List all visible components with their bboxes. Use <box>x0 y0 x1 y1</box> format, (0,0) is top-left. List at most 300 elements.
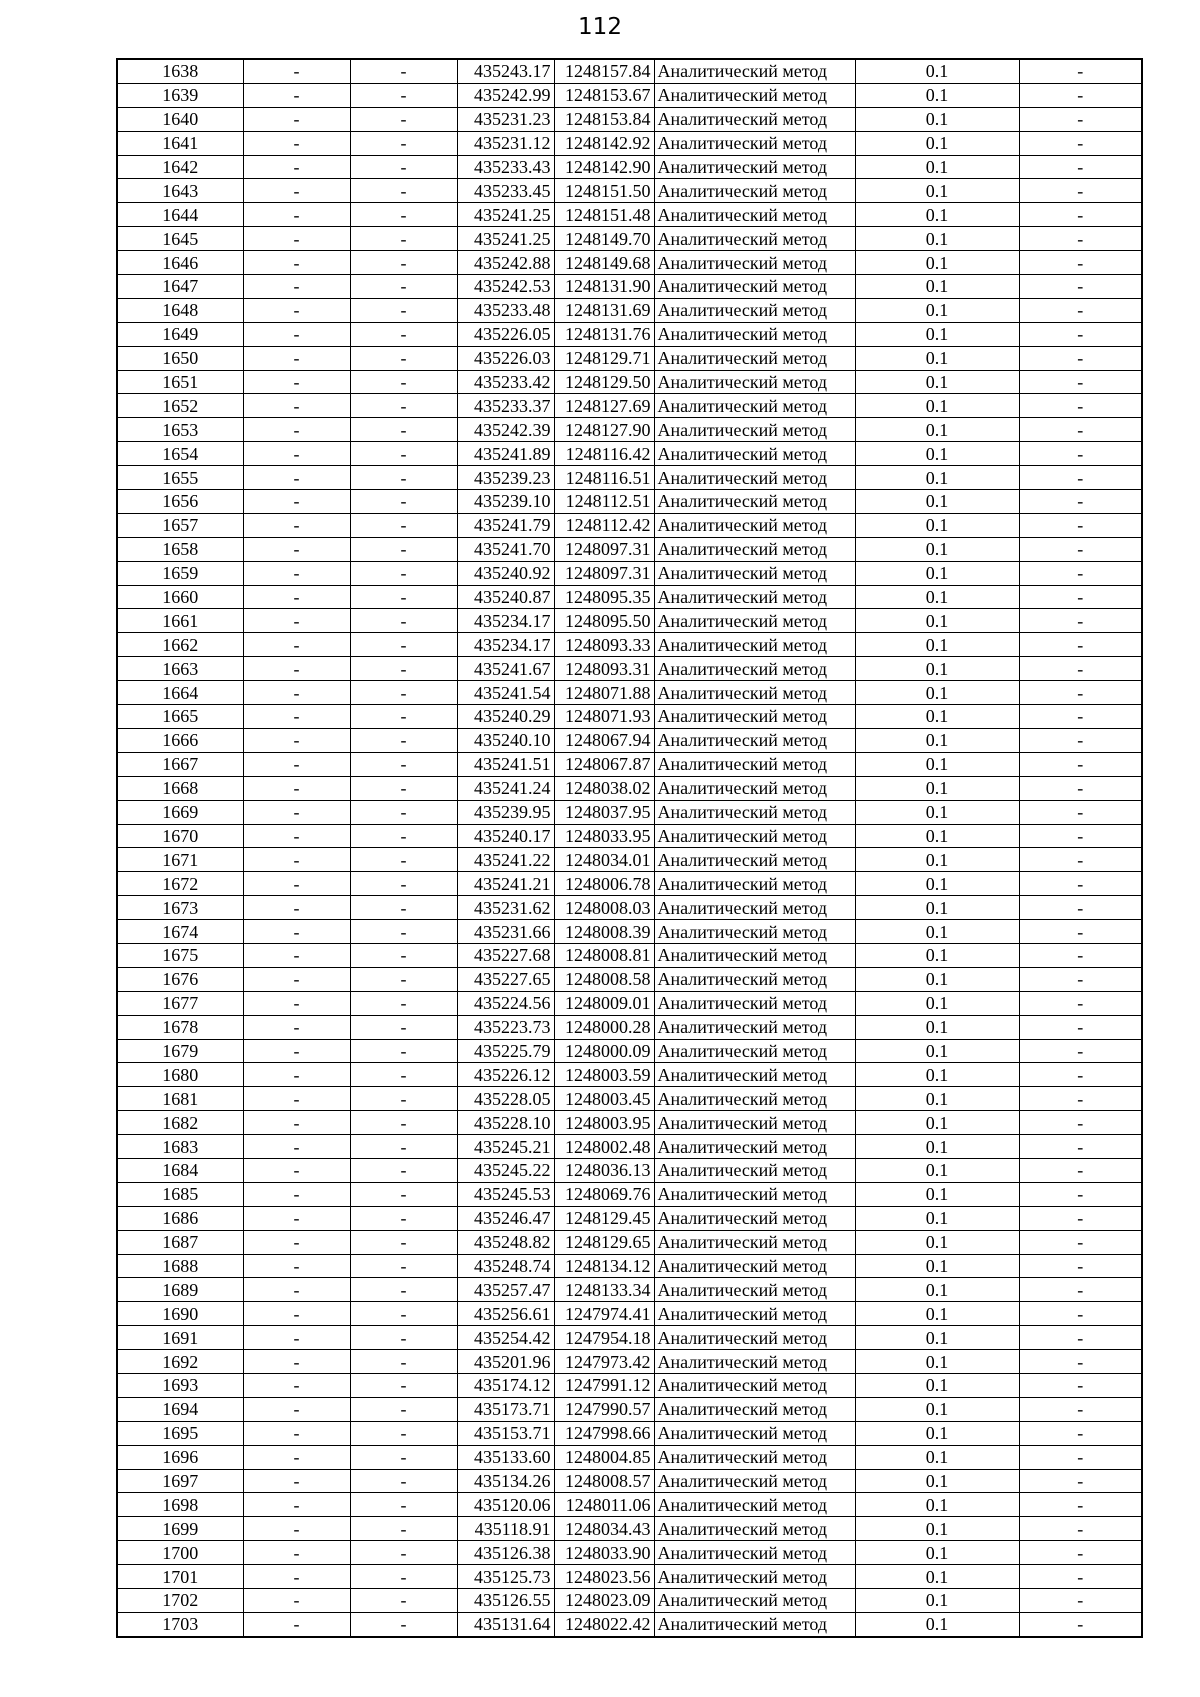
accuracy-cell: 0.1 <box>855 800 1019 824</box>
empty-cell-a: - <box>243 1039 350 1063</box>
x-coordinate-cell: 435245.22 <box>457 1158 554 1182</box>
note-cell: - <box>1019 1421 1142 1445</box>
note-cell: - <box>1019 585 1142 609</box>
table-row <box>117 1135 1142 1159</box>
x-coordinate-cell: 435241.22 <box>457 848 554 872</box>
y-coordinate-cell: 1248067.94 <box>554 728 654 752</box>
point-number-cell: 1645 <box>117 227 243 251</box>
accuracy-cell: 0.1 <box>855 418 1019 442</box>
method-cell: Аналитический метод <box>654 1493 855 1517</box>
method-cell: Аналитический метод <box>654 1254 855 1278</box>
accuracy-cell: 0.1 <box>855 513 1019 537</box>
table-row <box>117 203 1142 227</box>
accuracy-cell: 0.1 <box>855 1350 1019 1374</box>
note-cell: - <box>1019 155 1142 179</box>
accuracy-cell: 0.1 <box>855 537 1019 561</box>
x-coordinate-cell: 435245.53 <box>457 1182 554 1206</box>
table-row <box>117 298 1142 322</box>
method-cell: Аналитический метод <box>654 203 855 227</box>
table-row <box>117 1517 1142 1541</box>
empty-cell-b: - <box>350 1397 457 1421</box>
x-coordinate-cell: 435241.89 <box>457 442 554 466</box>
x-coordinate-cell: 435240.87 <box>457 585 554 609</box>
y-coordinate-cell: 1248003.95 <box>554 1111 654 1135</box>
method-cell: Аналитический метод <box>654 728 855 752</box>
point-number-cell: 1649 <box>117 322 243 346</box>
empty-cell-a: - <box>243 107 350 131</box>
method-cell: Аналитический метод <box>654 1158 855 1182</box>
accuracy-cell: 0.1 <box>855 1111 1019 1135</box>
note-cell: - <box>1019 346 1142 370</box>
empty-cell-b: - <box>350 1039 457 1063</box>
method-cell: Аналитический метод <box>654 1541 855 1565</box>
table-row <box>117 466 1142 490</box>
empty-cell-b: - <box>350 1135 457 1159</box>
method-cell: Аналитический метод <box>654 752 855 776</box>
table-row <box>117 1589 1142 1613</box>
table-row <box>117 1469 1142 1493</box>
point-number-cell: 1696 <box>117 1445 243 1469</box>
x-coordinate-cell: 435223.73 <box>457 1015 554 1039</box>
y-coordinate-cell: 1248116.42 <box>554 442 654 466</box>
empty-cell-b: - <box>350 298 457 322</box>
y-coordinate-cell: 1248000.28 <box>554 1015 654 1039</box>
y-coordinate-cell: 1248067.87 <box>554 752 654 776</box>
table-row <box>117 155 1142 179</box>
y-coordinate-cell: 1248149.70 <box>554 227 654 251</box>
point-number-cell: 1690 <box>117 1302 243 1326</box>
table-row <box>117 1063 1142 1087</box>
table-row <box>117 131 1142 155</box>
method-cell: Аналитический метод <box>654 1182 855 1206</box>
x-coordinate-cell: 435226.12 <box>457 1063 554 1087</box>
table-row <box>117 346 1142 370</box>
empty-cell-b: - <box>350 131 457 155</box>
note-cell: - <box>1019 1445 1142 1469</box>
y-coordinate-cell: 1248112.42 <box>554 513 654 537</box>
empty-cell-a: - <box>243 752 350 776</box>
accuracy-cell: 0.1 <box>855 466 1019 490</box>
accuracy-cell: 0.1 <box>855 442 1019 466</box>
accuracy-cell: 0.1 <box>855 1397 1019 1421</box>
note-cell: - <box>1019 824 1142 848</box>
empty-cell-b: - <box>350 1158 457 1182</box>
method-cell: Аналитический метод <box>654 346 855 370</box>
empty-cell-a: - <box>243 1469 350 1493</box>
method-cell: Аналитический метод <box>654 155 855 179</box>
y-coordinate-cell: 1248071.88 <box>554 681 654 705</box>
empty-cell-b: - <box>350 227 457 251</box>
point-number-cell: 1687 <box>117 1230 243 1254</box>
empty-cell-a: - <box>243 1397 350 1421</box>
empty-cell-b: - <box>350 1517 457 1541</box>
table-row <box>117 776 1142 800</box>
method-cell: Аналитический метод <box>654 1612 855 1636</box>
y-coordinate-cell: 1248071.93 <box>554 705 654 729</box>
x-coordinate-cell: 435257.47 <box>457 1278 554 1302</box>
method-cell: Аналитический метод <box>654 513 855 537</box>
y-coordinate-cell: 1248151.48 <box>554 203 654 227</box>
note-cell: - <box>1019 728 1142 752</box>
note-cell: - <box>1019 681 1142 705</box>
point-number-cell: 1674 <box>117 920 243 944</box>
accuracy-cell: 0.1 <box>855 1302 1019 1326</box>
empty-cell-b: - <box>350 155 457 179</box>
method-cell: Аналитический метод <box>654 107 855 131</box>
point-number-cell: 1678 <box>117 1015 243 1039</box>
note-cell: - <box>1019 609 1142 633</box>
x-coordinate-cell: 435239.10 <box>457 490 554 514</box>
table-row <box>117 609 1142 633</box>
method-cell: Аналитический метод <box>654 1230 855 1254</box>
y-coordinate-cell: 1248033.90 <box>554 1541 654 1565</box>
empty-cell-a: - <box>243 1230 350 1254</box>
empty-cell-a: - <box>243 418 350 442</box>
x-coordinate-cell: 435133.60 <box>457 1445 554 1469</box>
x-coordinate-cell: 435241.25 <box>457 203 554 227</box>
accuracy-cell: 0.1 <box>855 1421 1019 1445</box>
y-coordinate-cell: 1248004.85 <box>554 1445 654 1469</box>
note-cell: - <box>1019 1302 1142 1326</box>
empty-cell-a: - <box>243 1182 350 1206</box>
x-coordinate-cell: 435246.47 <box>457 1206 554 1230</box>
empty-cell-a: - <box>243 1493 350 1517</box>
empty-cell-a: - <box>243 1302 350 1326</box>
y-coordinate-cell: 1248127.69 <box>554 394 654 418</box>
note-cell: - <box>1019 1565 1142 1589</box>
x-coordinate-cell: 435240.29 <box>457 705 554 729</box>
empty-cell-b: - <box>350 1302 457 1326</box>
point-number-cell: 1697 <box>117 1469 243 1493</box>
point-number-cell: 1666 <box>117 728 243 752</box>
table-row <box>117 537 1142 561</box>
empty-cell-a: - <box>243 83 350 107</box>
y-coordinate-cell: 1248151.50 <box>554 179 654 203</box>
point-number-cell: 1691 <box>117 1326 243 1350</box>
table-row <box>117 1278 1142 1302</box>
point-number-cell: 1669 <box>117 800 243 824</box>
table-row <box>117 394 1142 418</box>
x-coordinate-cell: 435231.12 <box>457 131 554 155</box>
accuracy-cell: 0.1 <box>855 59 1019 83</box>
accuracy-cell: 0.1 <box>855 179 1019 203</box>
empty-cell-b: - <box>350 1373 457 1397</box>
empty-cell-a: - <box>243 513 350 537</box>
note-cell: - <box>1019 1612 1142 1636</box>
y-coordinate-cell: 1248097.31 <box>554 537 654 561</box>
page-number: 112 <box>578 14 622 40</box>
empty-cell-b: - <box>350 705 457 729</box>
empty-cell-b: - <box>350 633 457 657</box>
method-cell: Аналитический метод <box>654 1373 855 1397</box>
empty-cell-a: - <box>243 800 350 824</box>
note-cell: - <box>1019 872 1142 896</box>
note-cell: - <box>1019 107 1142 131</box>
table-row <box>117 490 1142 514</box>
y-coordinate-cell: 1248157.84 <box>554 59 654 83</box>
method-cell: Аналитический метод <box>654 1565 855 1589</box>
point-number-cell: 1665 <box>117 705 243 729</box>
point-number-cell: 1702 <box>117 1589 243 1613</box>
point-number-cell: 1656 <box>117 490 243 514</box>
empty-cell-b: - <box>350 1278 457 1302</box>
table-row <box>117 943 1142 967</box>
point-number-cell: 1648 <box>117 298 243 322</box>
point-number-cell: 1684 <box>117 1158 243 1182</box>
method-cell: Аналитический метод <box>654 1087 855 1111</box>
accuracy-cell: 0.1 <box>855 1158 1019 1182</box>
y-coordinate-cell: 1248153.84 <box>554 107 654 131</box>
empty-cell-b: - <box>350 1206 457 1230</box>
x-coordinate-cell: 435241.51 <box>457 752 554 776</box>
accuracy-cell: 0.1 <box>855 681 1019 705</box>
method-cell: Аналитический метод <box>654 394 855 418</box>
method-cell: Аналитический метод <box>654 1397 855 1421</box>
accuracy-cell: 0.1 <box>855 1278 1019 1302</box>
x-coordinate-cell: 435225.79 <box>457 1039 554 1063</box>
empty-cell-b: - <box>350 179 457 203</box>
accuracy-cell: 0.1 <box>855 203 1019 227</box>
accuracy-cell: 0.1 <box>855 1373 1019 1397</box>
empty-cell-b: - <box>350 920 457 944</box>
accuracy-cell: 0.1 <box>855 1182 1019 1206</box>
empty-cell-a: - <box>243 872 350 896</box>
method-cell: Аналитический метод <box>654 59 855 83</box>
method-cell: Аналитический метод <box>654 824 855 848</box>
x-coordinate-cell: 435248.82 <box>457 1230 554 1254</box>
note-cell: - <box>1019 1230 1142 1254</box>
y-coordinate-cell: 1248095.35 <box>554 585 654 609</box>
empty-cell-a: - <box>243 967 350 991</box>
y-coordinate-cell: 1248008.81 <box>554 943 654 967</box>
x-coordinate-cell: 435126.55 <box>457 1589 554 1613</box>
note-cell: - <box>1019 848 1142 872</box>
accuracy-cell: 0.1 <box>855 322 1019 346</box>
y-coordinate-cell: 1248000.09 <box>554 1039 654 1063</box>
x-coordinate-cell: 435227.68 <box>457 943 554 967</box>
x-coordinate-cell: 435231.23 <box>457 107 554 131</box>
accuracy-cell: 0.1 <box>855 896 1019 920</box>
y-coordinate-cell: 1247973.42 <box>554 1350 654 1374</box>
empty-cell-a: - <box>243 203 350 227</box>
note-cell: - <box>1019 490 1142 514</box>
note-cell: - <box>1019 370 1142 394</box>
note-cell: - <box>1019 967 1142 991</box>
empty-cell-a: - <box>243 59 350 83</box>
table-row <box>117 657 1142 681</box>
accuracy-cell: 0.1 <box>855 1326 1019 1350</box>
point-number-cell: 1640 <box>117 107 243 131</box>
note-cell: - <box>1019 1493 1142 1517</box>
x-coordinate-cell: 435226.03 <box>457 346 554 370</box>
point-number-cell: 1667 <box>117 752 243 776</box>
note-cell: - <box>1019 513 1142 537</box>
note-cell: - <box>1019 1397 1142 1421</box>
note-cell: - <box>1019 1350 1142 1374</box>
table-row <box>117 728 1142 752</box>
y-coordinate-cell: 1248142.90 <box>554 155 654 179</box>
table-row <box>117 561 1142 585</box>
note-cell: - <box>1019 752 1142 776</box>
point-number-cell: 1673 <box>117 896 243 920</box>
x-coordinate-cell: 435242.99 <box>457 83 554 107</box>
method-cell: Аналитический метод <box>654 1589 855 1613</box>
x-coordinate-cell: 435241.67 <box>457 657 554 681</box>
accuracy-cell: 0.1 <box>855 609 1019 633</box>
method-cell: Аналитический метод <box>654 1039 855 1063</box>
note-cell: - <box>1019 227 1142 251</box>
table-row <box>117 1373 1142 1397</box>
method-cell: Аналитический метод <box>654 991 855 1015</box>
point-number-cell: 1659 <box>117 561 243 585</box>
empty-cell-b: - <box>350 1421 457 1445</box>
empty-cell-b: - <box>350 1541 457 1565</box>
note-cell: - <box>1019 1517 1142 1541</box>
method-cell: Аналитический метод <box>654 800 855 824</box>
empty-cell-a: - <box>243 1278 350 1302</box>
point-number-cell: 1662 <box>117 633 243 657</box>
point-number-cell: 1660 <box>117 585 243 609</box>
empty-cell-a: - <box>243 824 350 848</box>
empty-cell-b: - <box>350 1565 457 1589</box>
accuracy-cell: 0.1 <box>855 752 1019 776</box>
x-coordinate-cell: 435233.48 <box>457 298 554 322</box>
point-number-cell: 1652 <box>117 394 243 418</box>
table-row <box>117 1087 1142 1111</box>
empty-cell-b: - <box>350 513 457 537</box>
method-cell: Аналитический метод <box>654 227 855 251</box>
point-number-cell: 1686 <box>117 1206 243 1230</box>
accuracy-cell: 0.1 <box>855 633 1019 657</box>
point-number-cell: 1646 <box>117 251 243 275</box>
table-row <box>117 83 1142 107</box>
x-coordinate-cell: 435241.25 <box>457 227 554 251</box>
table-row <box>117 179 1142 203</box>
accuracy-cell: 0.1 <box>855 1517 1019 1541</box>
empty-cell-b: - <box>350 657 457 681</box>
empty-cell-b: - <box>350 203 457 227</box>
note-cell: - <box>1019 1182 1142 1206</box>
point-number-cell: 1700 <box>117 1541 243 1565</box>
note-cell: - <box>1019 657 1142 681</box>
note-cell: - <box>1019 83 1142 107</box>
note-cell: - <box>1019 394 1142 418</box>
point-number-cell: 1693 <box>117 1373 243 1397</box>
table-row <box>117 800 1142 824</box>
accuracy-cell: 0.1 <box>855 824 1019 848</box>
empty-cell-a: - <box>243 1206 350 1230</box>
y-coordinate-cell: 1248003.45 <box>554 1087 654 1111</box>
method-cell: Аналитический метод <box>654 537 855 561</box>
point-number-cell: 1677 <box>117 991 243 1015</box>
empty-cell-a: - <box>243 1445 350 1469</box>
method-cell: Аналитический метод <box>654 776 855 800</box>
empty-cell-a: - <box>243 370 350 394</box>
x-coordinate-cell: 435228.10 <box>457 1111 554 1135</box>
x-coordinate-cell: 435254.42 <box>457 1326 554 1350</box>
empty-cell-b: - <box>350 800 457 824</box>
empty-cell-a: - <box>243 920 350 944</box>
y-coordinate-cell: 1248034.43 <box>554 1517 654 1541</box>
note-cell: - <box>1019 59 1142 83</box>
accuracy-cell: 0.1 <box>855 943 1019 967</box>
note-cell: - <box>1019 251 1142 275</box>
empty-cell-a: - <box>243 848 350 872</box>
method-cell: Аналитический метод <box>654 848 855 872</box>
empty-cell-b: - <box>350 943 457 967</box>
accuracy-cell: 0.1 <box>855 370 1019 394</box>
empty-cell-a: - <box>243 561 350 585</box>
note-cell: - <box>1019 203 1142 227</box>
note-cell: - <box>1019 131 1142 155</box>
empty-cell-a: - <box>243 131 350 155</box>
note-cell: - <box>1019 1254 1142 1278</box>
empty-cell-a: - <box>243 1254 350 1278</box>
method-cell: Аналитический метод <box>654 179 855 203</box>
point-number-cell: 1698 <box>117 1493 243 1517</box>
accuracy-cell: 0.1 <box>855 1230 1019 1254</box>
note-cell: - <box>1019 561 1142 585</box>
method-cell: Аналитический метод <box>654 1111 855 1135</box>
point-number-cell: 1664 <box>117 681 243 705</box>
method-cell: Аналитический метод <box>654 561 855 585</box>
x-coordinate-cell: 435241.24 <box>457 776 554 800</box>
point-number-cell: 1670 <box>117 824 243 848</box>
note-cell: - <box>1019 1063 1142 1087</box>
method-cell: Аналитический метод <box>654 1445 855 1469</box>
point-number-cell: 1650 <box>117 346 243 370</box>
y-coordinate-cell: 1248009.01 <box>554 991 654 1015</box>
empty-cell-a: - <box>243 1111 350 1135</box>
empty-cell-a: - <box>243 322 350 346</box>
method-cell: Аналитический метод <box>654 322 855 346</box>
y-coordinate-cell: 1248011.06 <box>554 1493 654 1517</box>
x-coordinate-cell: 435201.96 <box>457 1350 554 1374</box>
y-coordinate-cell: 1248149.68 <box>554 251 654 275</box>
x-coordinate-cell: 435228.05 <box>457 1087 554 1111</box>
y-coordinate-cell: 1248008.58 <box>554 967 654 991</box>
note-cell: - <box>1019 1326 1142 1350</box>
point-number-cell: 1643 <box>117 179 243 203</box>
table-row <box>117 991 1142 1015</box>
table-row <box>117 967 1142 991</box>
x-coordinate-cell: 435242.53 <box>457 275 554 299</box>
y-coordinate-cell: 1248129.50 <box>554 370 654 394</box>
empty-cell-a: - <box>243 1517 350 1541</box>
empty-cell-a: - <box>243 705 350 729</box>
empty-cell-b: - <box>350 1493 457 1517</box>
y-coordinate-cell: 1248129.71 <box>554 346 654 370</box>
x-coordinate-cell: 435241.21 <box>457 872 554 896</box>
note-cell: - <box>1019 705 1142 729</box>
y-coordinate-cell: 1248116.51 <box>554 466 654 490</box>
note-cell: - <box>1019 1278 1142 1302</box>
x-coordinate-cell: 435224.56 <box>457 991 554 1015</box>
empty-cell-b: - <box>350 991 457 1015</box>
point-number-cell: 1680 <box>117 1063 243 1087</box>
accuracy-cell: 0.1 <box>855 1493 1019 1517</box>
note-cell: - <box>1019 920 1142 944</box>
table-row <box>117 370 1142 394</box>
y-coordinate-cell: 1248008.39 <box>554 920 654 944</box>
empty-cell-a: - <box>243 1063 350 1087</box>
y-coordinate-cell: 1248069.76 <box>554 1182 654 1206</box>
method-cell: Аналитический метод <box>654 131 855 155</box>
point-number-cell: 1654 <box>117 442 243 466</box>
empty-cell-b: - <box>350 537 457 561</box>
y-coordinate-cell: 1248003.59 <box>554 1063 654 1087</box>
y-coordinate-cell: 1248038.02 <box>554 776 654 800</box>
